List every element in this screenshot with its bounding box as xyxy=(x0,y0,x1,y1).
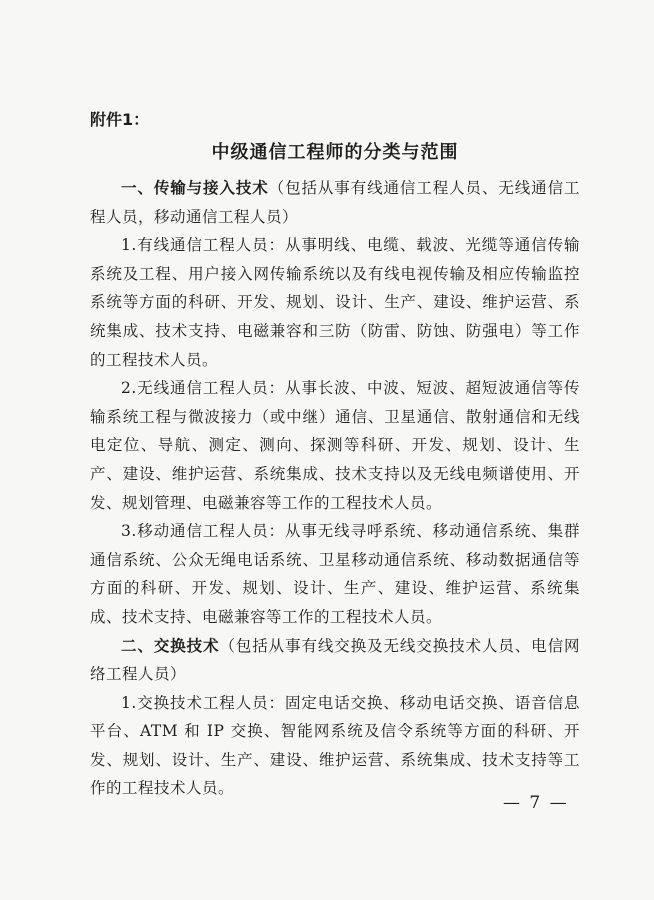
section-1-paragraph-2: 2.无线通信工程人员：从事长波、中波、短波、超短波通信等传输系统工程与微波接力（或中继）通信、卫星通信、散射通信和无线电定位、导航、测定、测向、探测等科研、开发、规划、设计、生产、建设、维护运营、系统集成、技术支持以及无线电频谱使用、开发、规划管理、电磁兼容等工作的工程技术人员。 xyxy=(90,379,580,512)
section-2-heading-note: （包括从事有线交换及无线交换技术人员、电信网络工程人员） xyxy=(90,636,580,684)
section-1-paragraph-1: 1.有线通信工程人员：从事明线、电缆、载波、光缆等通信传输系统及工程、用户接入网传输系统以及有线电视传输及相应传输监控系统等方面的科研、开发、规划、设计、生产、建设、维护运营、系统集成、技术支持、电磁兼容和三防（防雷、防蚀、防强电）等工作的工程技术人员。 xyxy=(90,236,580,369)
section-1-heading-paragraph xyxy=(90,174,580,231)
section-2-heading: 二、交换技术 xyxy=(121,636,220,655)
section-2-heading-paragraph xyxy=(90,632,580,689)
attachment-label: 附件1： xyxy=(90,110,150,129)
section-1-paragraph-3: 3.移动通信工程人员：从事无线寻呼系统、移动通信系统、集群通信系统、公众无绳电话系统、卫星移动通信系统、移动数据通信等方面的科研、开发、规划、设计、生产、建设、维护运营、系统集成、技术支持、电磁兼容等工作的工程技术人员。 xyxy=(90,522,580,626)
document-body xyxy=(90,108,580,803)
page-number: — 7 — xyxy=(503,793,569,813)
document-title: 中级通信工程师的分类与范围 xyxy=(211,142,459,163)
section-1-heading-note: （包括从事有线通信工程人员、无线通信工程人员，移动通信工程人员） xyxy=(90,179,580,226)
section-2-paragraph-1: 1.交换技术工程人员：固定电话交换、移动电话交换、语音信息平台、ATM 和 IP 交换、智能网系统及信令系统等方面的科研、开发、规划、设计、生产、建设、维护运营、系统集成、技术支持等工作的工程技术人员。 xyxy=(90,693,580,798)
section-1-heading: 一、传输与接入技术 xyxy=(121,179,269,197)
